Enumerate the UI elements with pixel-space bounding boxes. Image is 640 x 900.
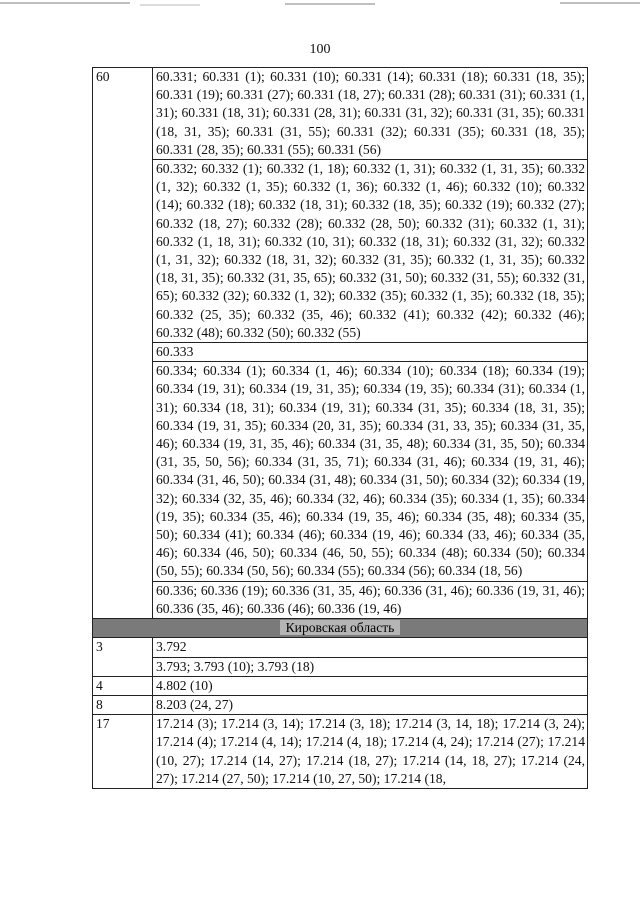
region-title: Кировская область [280, 620, 401, 635]
row-code: 60 [93, 68, 153, 619]
table-row [93, 68, 588, 160]
table-row [93, 343, 588, 362]
page-number: 100 [309, 42, 331, 57]
entry-cell: 3.792 [153, 638, 588, 657]
table-row [93, 638, 588, 657]
entry-cell: 3.793; 3.793 (10); 3.793 (18) [153, 657, 588, 676]
row-code: 4 [93, 676, 153, 695]
entry-cell: 17.214 (3); 17.214 (3, 14); 17.214 (3, 18); 17.214 (3, 14, 18); 17.214 (3, 24); 17.214 (4); 17.214 (4, 14); 17.214 (4, 18); 17.214 (4, 24); 17.214 (27); 17.214 (10, 27); 17.214 (14, 27); 17.214 (18, 27); 17.214 (14, 18, 27); 17.214 (24, 27); 17.214 (27, 50); 17.214 (10, 27, 50); 17.214 (18, [153, 715, 588, 789]
scan-edge-artifacts [0, 0, 640, 14]
entry-cell: 60.336; 60.336 (19); 60.336 (31, 35, 46); 60.336 (31, 46); 60.336 (19, 31, 46); 60.336 (35, 46); 60.336 (46); 60.336 (19, 46) [153, 581, 588, 618]
entry-cell: 60.331; 60.331 (1); 60.331 (10); 60.331 (14); 60.331 (18); 60.331 (18, 35); 60.331 (19); 60.331 (27); 60.331 (18, 27); 60.331 (28); 60.331 (31); 60.331 (1, 31); 60.331 (18, 31); 60.331 (28, 31); 60.331 (31, 32); 60.331 (31, 35); 60.331 (18, 31, 35); 60.331 (31, 55); 60.331 (32); 60.331 (35); 60.331 (18, 35); 60.331 (28, 35); 60.331 (55); 60.331 (56) [153, 68, 588, 160]
region-header-row [93, 619, 588, 638]
table-row [93, 715, 588, 789]
table-row [93, 581, 588, 618]
entry-cell: 8.203 (24, 27) [153, 695, 588, 714]
table-row [93, 676, 588, 695]
row-code: 3 [93, 638, 153, 676]
entry-cell: 60.334; 60.334 (1); 60.334 (1, 46); 60.334 (10); 60.334 (18); 60.334 (19); 60.334 (19, 31); 60.334 (19, 31, 35); 60.334 (19, 35); 60.334 (31); 60.334 (1, 31); 60.334 (18, 31); 60.334 (19, 31); 60.334 (31, 35); 60.334 (18, 31, 35); 60.334 (19, 31, 35); 60.334 (20, 31, 35); 60.334 (31, 33, 35); 60.334 (31, 35, 46); 60.334 (19, 31, 35, 46); 60.334 (31, 35, 48); 60.334 (31, 35, 50); 60.334 (31, 35, 50, 56); 60.334 (31, 35, 71); 60.334 (31, 46); 60.334 (19, 31, 46); 60.334 (31, 46, 50); 60.334 (31, 48); 60.334 (31, 50); 60.334 (32); 60.334 (19, 32); 60.334 (32, 35, 46); 60.334 (32, 46); 60.334 (35); 60.334 (1, 35); 60.334 (19, 35); 60.334 (35, 46); 60.334 (19, 35, 46); 60.334 (35, 48); 60.334 (35, 50); 60.334 (41); 60.334 (46); 60.334 (19, 46); 60.334 (33, 46); 60.334 (35, 46); 60.334 (46, 50); 60.334 (46, 50, 55); 60.334 (48); 60.334 (50); 60.334 (50, 55); 60.334 (50, 56); 60.334 (55); 60.334 (56); 60.334 (18, 56) [153, 362, 588, 581]
row-code: 17 [93, 715, 153, 789]
table-row [93, 657, 588, 676]
entry-cell: 60.333 [153, 343, 588, 362]
table-row [93, 160, 588, 343]
table-row [93, 695, 588, 714]
table-row [93, 362, 588, 581]
codes-table [92, 67, 588, 789]
region-header [93, 619, 588, 638]
entry-cell: 4.802 (10) [153, 676, 588, 695]
row-code: 8 [93, 695, 153, 714]
entry-cell: 60.332; 60.332 (1); 60.332 (1, 18); 60.332 (1, 31); 60.332 (1, 31, 35); 60.332 (1, 32); 60.332 (1, 35); 60.332 (1, 36); 60.332 (1, 46); 60.332 (10); 60.332 (14); 60.332 (18); 60.332 (18, 31); 60.332 (18, 35); 60.332 (19); 60.332 (27); 60.332 (18, 27); 60.332 (28); 60.332 (28, 50); 60.332 (31); 60.332 (1, 31); 60.332 (1, 18, 31); 60.332 (10, 31); 60.332 (18, 31); 60.332 (31, 32); 60.332 (1, 31, 32); 60.332 (18, 31, 32); 60.332 (31, 35); 60.332 (1, 31, 35); 60.332 (18, 31, 35); 60.332 (31, 35, 65); 60.332 (31, 50); 60.332 (31, 55); 60.332 (31, 65); 60.332 (32); 60.332 (1, 32); 60.332 (35); 60.332 (1, 35); 60.332 (18, 35); 60.332 (25, 35); 60.332 (35, 46); 60.332 (41); 60.332 (42); 60.332 (46); 60.332 (48); 60.332 (50); 60.332 (55) [153, 160, 588, 343]
